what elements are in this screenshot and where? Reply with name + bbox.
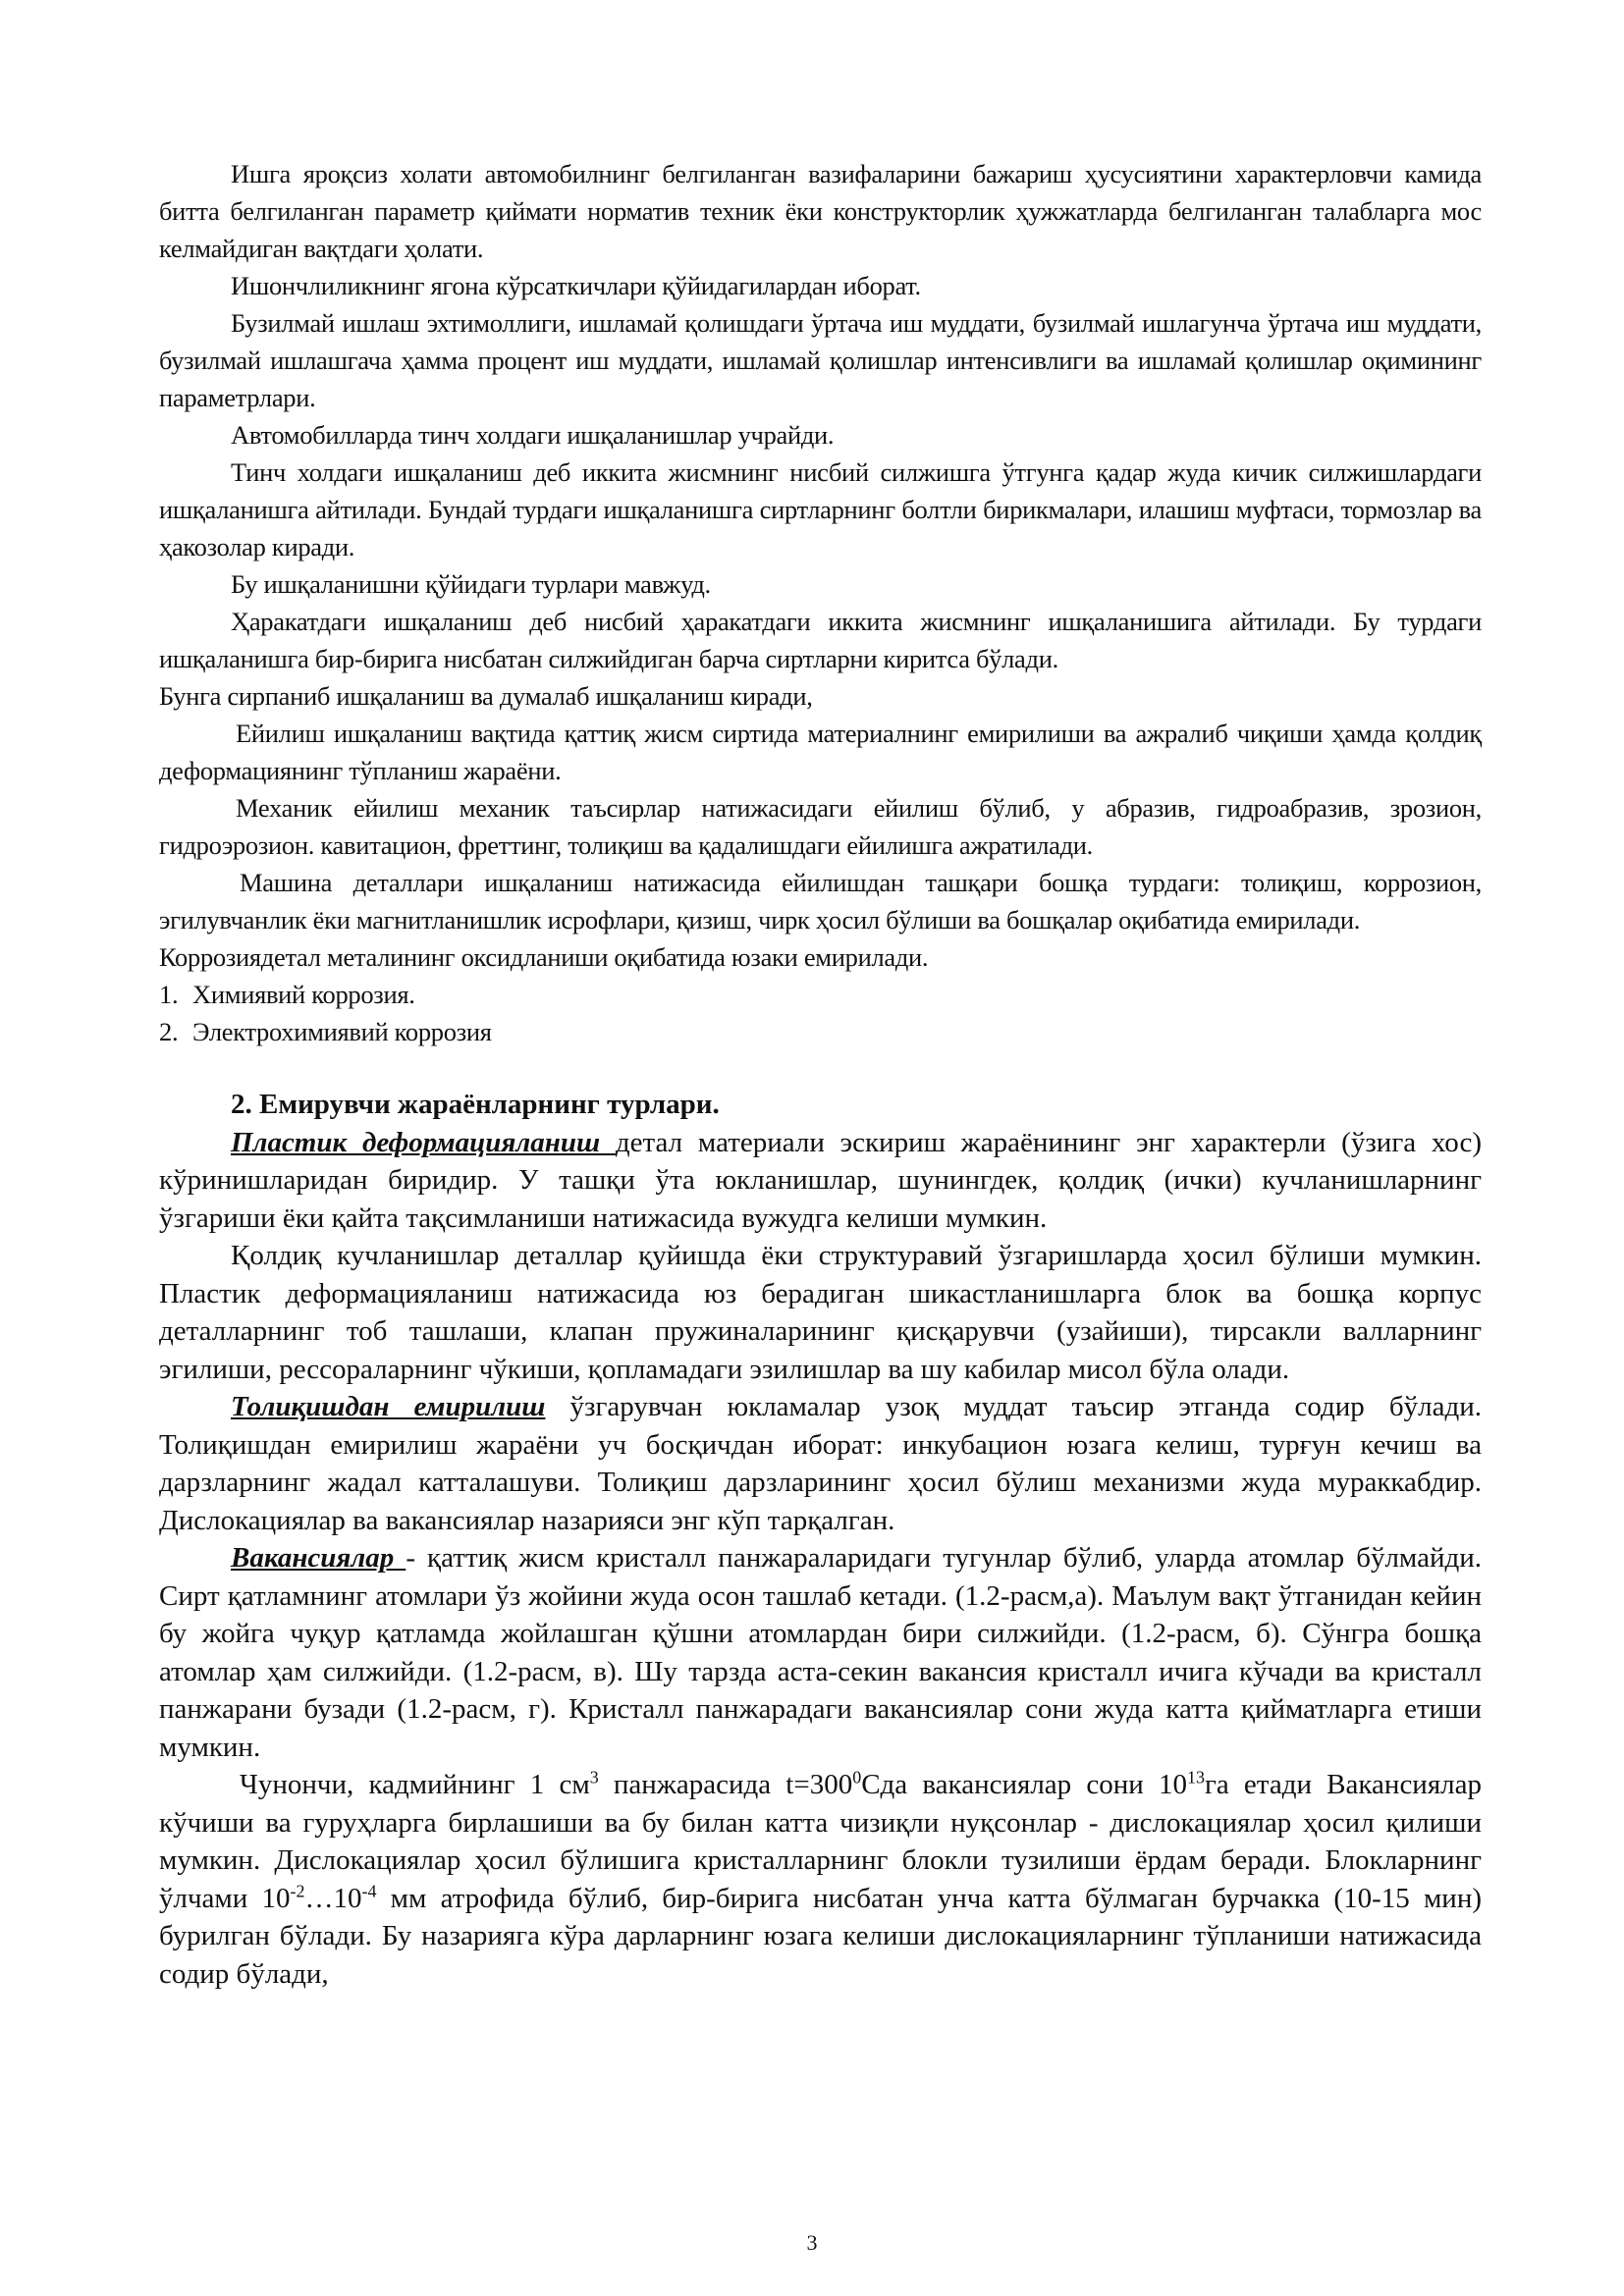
paragraph: Ейилиш ишқаланиш вақтида қаттиқ жисм сиртида материалнинг емирилиши ва ажралиб чиқиши ҳамда қолдиқ деформациянинг тўпланиш жараёни.	[159, 719, 1482, 785]
list-item	[159, 1013, 1482, 1050]
superscript: 0	[852, 1767, 862, 1788]
list-text: Электрохимиявий коррозия	[192, 1017, 492, 1046]
paragraph-text: - қаттиқ жисм кристалл панжараларидаги тугунлар бўлиб, уларда атомлар бўлмайди. Сирт қатламнинг атомлари ўз жойини жуда осон ташлаб кетади. (1.2-расм,а). Маълум вақт ўтганидан кейин бу жойга чуқур қатламда жойлашган қўшни атомлардан бири силжийди. (1.2-расм, б). Сўнгра бошқа атомлар ҳам силжийди. (1.2-расм, в). Шу тарзда аста-секин вакансия кристалл ичига кўчади ва кристалл панжарани бузади (1.2-расм, г). Кристалл панжарадаги вакансиялар сони жуда катта қийматларга етиши мумкин.	[159, 1542, 1482, 1763]
paragraph: Қолдиқ кучланишлар деталлар қуйишда ёки структуравий ўзгаришларда ҳосил бўлиши мумкин. Пластик деформацияланиш натижасида юз берадиган шикастланишларга блок ва бошқа корпус деталларнинг тоб ташлаши, клапан пружиналарининг қисқарувчи (узайиши), тирсакли валларнинг эгилиши, рессораларнинг чўкиши, қопламадаги эзилишлар ва шу кабилар мисол бўла олади.	[159, 1240, 1482, 1385]
paragraph: Ҳаракатдаги ишқаланиш деб нисбий ҳаракатдаги иккита жисмнинг ишқаланишига айтилади. Бу турдаги ишқаланишга бир-бирига нисбатан силжийдиган барча сиртларни киритса бўлади.	[159, 607, 1482, 673]
text-run: Чунончи, кадмийнинг 1 см	[240, 1769, 590, 1800]
section-heading: 2. Емирувчи жараёнларнинг турлари.	[231, 1089, 720, 1120]
paragraph	[159, 1388, 1482, 1539]
paragraph-text: детал материали эскириш жараёнининг энг характерли (ўзига хос) кўринишларидан биридир. У ташқи ўта юкланишлар, шунингдек, қолдиқ (ички) кучланишларнинг ўзгариши ёки қайта тақсимланиши натижасида вужудга келиши мумкин.	[159, 1126, 1482, 1234]
superscript: -4	[361, 1880, 377, 1900]
paragraph: Коррозиядетал металининг оксидланиши оқибатида юзаки емирилади.	[159, 942, 929, 972]
text-run: …10	[304, 1882, 362, 1914]
list-text: Химиявий коррозия.	[192, 980, 415, 1009]
term-fatigue-failure: Толиқишдан емирилиш	[231, 1391, 546, 1422]
paragraph: Механик ейилиш механик таъсирлар натижасидаги ейилиш бўлиб, у абразив, гидроабразив, зрозион, гидроэрозион. кавитацион, фреттинг, толиқиш ва қадалишдаги ейилишга ажратилади.	[159, 793, 1482, 860]
paragraph: Ишга яроқсиз холати автомобилнинг белгиланган вазифаларини бажариш ҳусусиятини характерловчи камида битта белгиланган параметр қиймати норматив техник ёки конструкторлик ҳужжатларда белгиланган талабларга мос келмайдиган вақтдаги ҳолати.	[159, 159, 1482, 263]
paragraph: Тинч холдаги ишқаланиш деб иккита жисмнинг нисбий силжишга ўтгунга қадар жуда кичик силжишлардаги ишқаланишга айтилади. Бундай турдаги ишқаланишга сиртларнинг болтли бирикмалари, илашиш муфтаси, тормозлар ва ҳакозолар киради.	[159, 457, 1482, 561]
text-run: Сда вакансиялар сони 10	[861, 1769, 1187, 1800]
spacer	[159, 1050, 1482, 1086]
paragraph-text: ўзгарувчан юкламалар узоқ муддат таъсир этганда содир бўлади. Толиқишдан емирилиш жараёни уч босқичдан иборат: инкубацион юзага келиш, турғун кечиш ва дарзларнинг жадал катталашуви. Толиқиш дарзларининг ҳосил бўлиш механизми жуда мураккабдир. Дислокациялар ва вакансиялар назарияси энг кўп тарқалган.	[159, 1391, 1482, 1536]
page-number: 3	[806, 2230, 818, 2255]
superscript: 13	[1187, 1767, 1205, 1788]
superscript: 3	[589, 1767, 599, 1788]
paragraph	[159, 1539, 1482, 1766]
corrosion-list	[159, 976, 1482, 1050]
text-run: панжарасида t=300	[598, 1769, 853, 1800]
paragraph: Бузилмай ишлаш эхтимоллиги, ишламай қолишдаги ўртача иш муддати, бузилмай ишлагунча ўртача иш муддати, бузилмай ишлашгача ҳамма процент иш муддати, ишламай қолишлар интенсивлиги ва ишламай қолишлар оқимининг параметрлари.	[159, 308, 1482, 412]
superscript: -2	[290, 1880, 305, 1900]
list-number: 1.	[159, 980, 179, 1009]
text-run: мм атрофида бўлиб, бир-бирига нисбатан унча катта бўлмаган бурчакка (10-15 мин) бурилган бўлади. Бу назарияга кўра дарларнинг юзага келиши дислокацияларнинг тўпланиши натижасида содир бўлади,	[159, 1882, 1482, 1990]
paragraph: Машина деталлари ишқаланиш натижасида ейилишдан ташқари бошқа турдаги: толиқиш, коррозион, эгилувчанлик ёки магнитланишлик исрофлари, қизиш, чирк ҳосил бўлиши ва бошқалар оқибатида емирилади.	[159, 868, 1482, 934]
paragraph: Бу ишқаланишни қўйидаги турлари мавжуд.	[231, 569, 711, 599]
list-number: 2.	[159, 1017, 179, 1046]
term-plastic-deformation: Пластик деформацияланиш	[231, 1126, 616, 1158]
section-destructive-processes	[159, 1086, 1482, 1993]
paragraph: Автомобилларда тинч холдаги ишқаланишлар учрайди.	[231, 420, 835, 450]
paragraph	[159, 1766, 1482, 1993]
text-run: га етади Вакансиялар кўчиши ва гуруҳларга бирлашиши ва бу билан катта чизиқли нуқсонлар - дислокациялар ҳосил қилиши мумкин. Дислокациялар ҳосил бўлишига кристалларнинг блокли тузилиши ёрдам беради. Блокларнинг ўлчами 10	[159, 1769, 1483, 1914]
section-reliability	[159, 155, 1482, 1050]
paragraph: Ишончлиликнинг ягона кўрсаткичлари қўйидагилардан иборат.	[231, 271, 921, 300]
list-item	[159, 976, 1482, 1013]
paragraph	[159, 1124, 1482, 1238]
term-vacancies: Вакансиялар	[231, 1542, 406, 1574]
paragraph: Бунга сирпаниб ишқаланиш ва думалаб ишқаланиш киради,	[159, 681, 813, 711]
